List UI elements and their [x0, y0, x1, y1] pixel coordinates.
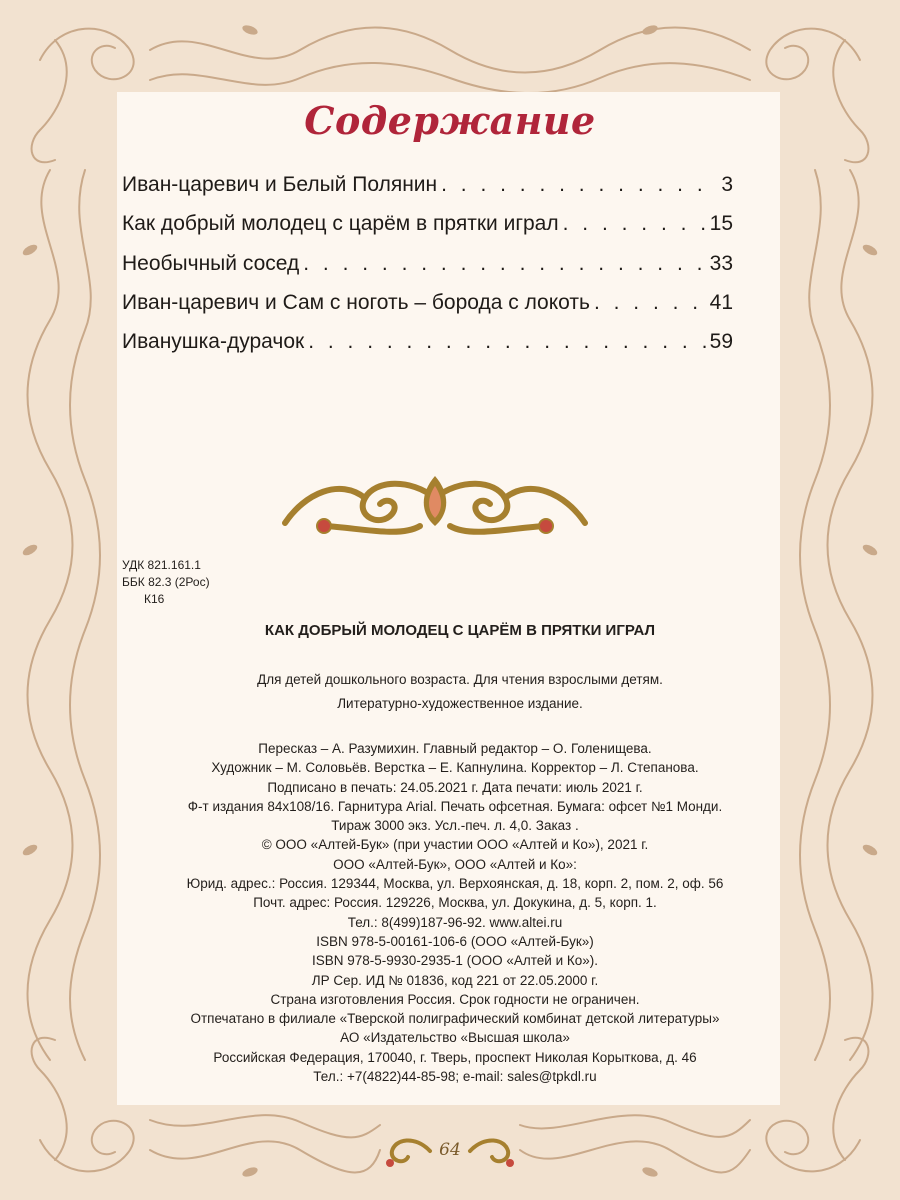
- classification-codes: [122, 557, 210, 608]
- toc-entry-title: Иван-царевич и Сам с ноготь – борода с локоть: [122, 291, 590, 314]
- imprint-line: ISBN 978-5-9930-2935-1 (ООО «Алтей и Ко»).: [312, 953, 598, 969]
- bbk-code: ББК 82.3 (2Рос): [122, 575, 210, 589]
- toc-entry[interactable]: [122, 330, 733, 362]
- toc-entry-page: 33: [709, 252, 733, 275]
- toc-leader-dots: [563, 212, 706, 236]
- imprint-line: © ООО «Алтей-Бук» (при участии ООО «Алтей и Ко»), 2021 г.: [261, 837, 649, 853]
- toc-entry-page: 3: [721, 173, 733, 196]
- toc-leader-dots: [441, 173, 717, 197]
- toc-entry[interactable]: [122, 212, 733, 244]
- imprint-line: Художник – М. Соловьёв. Верстка – Е. Капнулина. Корректор – Л. Степанова.: [211, 760, 699, 776]
- imprint-line: Тел.: +7(4822)44-85-98; e-mail: sales@tpkdl.ru: [313, 1069, 597, 1085]
- imprint-line: Страна изготовления Россия. Срок годности не ограничен.: [270, 991, 640, 1007]
- imprint-line: Российская Федерация, 170040, г. Тверь, проспект Николая Корыткова, д. 46: [213, 1049, 697, 1065]
- page-number: 64: [439, 1140, 461, 1160]
- edition-type: Литературно-художественное издание.: [337, 696, 583, 711]
- imprint-line: Тираж 3000 экз. Усл.-печ. л. 4,0. Заказ .: [331, 818, 579, 834]
- book-title: КАК ДОБРЫЙ МОЛОДЕЦ С ЦАРЁМ В ПРЯТКИ ИГРАЛ: [264, 622, 656, 639]
- toc-heading: Содержание: [304, 98, 596, 143]
- imprint-line: Юрид. адрес.: Россия. 129344, Москва, ул. Верхоянская, д. 18, корп. 2, пом. 2, оф. 56: [186, 876, 724, 892]
- toc-entry-title: Иванушка-дурачок: [122, 330, 305, 353]
- toc-entry-page: 41: [709, 291, 733, 314]
- toc-entry-title: Как добрый молодец с царём в прятки играл: [122, 212, 559, 235]
- imprint-line: ЛР Сер. ИД № 01836, код 221 от 22.05.2000 г.: [311, 972, 599, 988]
- imprint-line: Почт. адрес: Россия. 129226, Москва, ул. Докукина, д. 5, корп. 1.: [253, 895, 657, 911]
- toc-leader-dots: [594, 291, 706, 315]
- toc-entry-title: Необычный сосед: [122, 252, 300, 275]
- imprint-line: Тел.: 8(499)187-96-92. www.altei.ru: [347, 914, 563, 930]
- audience-line: Для детей дошкольного возраста. Для чтения взрослыми детям.: [257, 672, 663, 687]
- imprint-line: Отпечатано в филиале «Тверской полиграфический комбинат детской литературы»: [190, 1011, 720, 1027]
- udk-code: УДК 821.161.1: [122, 558, 201, 572]
- imprint-block: [110, 739, 800, 1086]
- toc-entry[interactable]: [122, 252, 733, 284]
- toc-entry[interactable]: [122, 173, 733, 205]
- imprint-line: Подписано в печать: 24.05.2021 г. Дата печати: июль 2021 г.: [267, 779, 643, 795]
- imprint-line: ООО «Алтей-Бук», ООО «Алтей и Ко»:: [333, 856, 577, 872]
- toc-entry-page: 59: [709, 330, 733, 353]
- imprint-line: АО «Издательство «Высшая школа»: [340, 1030, 570, 1046]
- ornament-divider: [280, 468, 590, 540]
- toc-leader-dots: [308, 330, 705, 354]
- toc-entry-title: Иван-царевич и Белый Полянин: [122, 173, 438, 196]
- imprint-line: Пересказ – А. Разумихин. Главный редактор – О. Голенищева.: [258, 741, 652, 756]
- toc-entry-page: 15: [709, 212, 733, 235]
- author-sign: К16: [144, 592, 165, 606]
- imprint-line: Ф-т издания 84х108/16. Гарнитура Arial. Печать офсетная. Бумага: офсет №1 Монди.: [187, 798, 723, 814]
- imprint-line: ISBN 978-5-00161-106-6 (ООО «Алтей-Бук»): [316, 933, 594, 949]
- toc-leader-dots: [303, 252, 705, 276]
- toc-entry[interactable]: [122, 291, 733, 323]
